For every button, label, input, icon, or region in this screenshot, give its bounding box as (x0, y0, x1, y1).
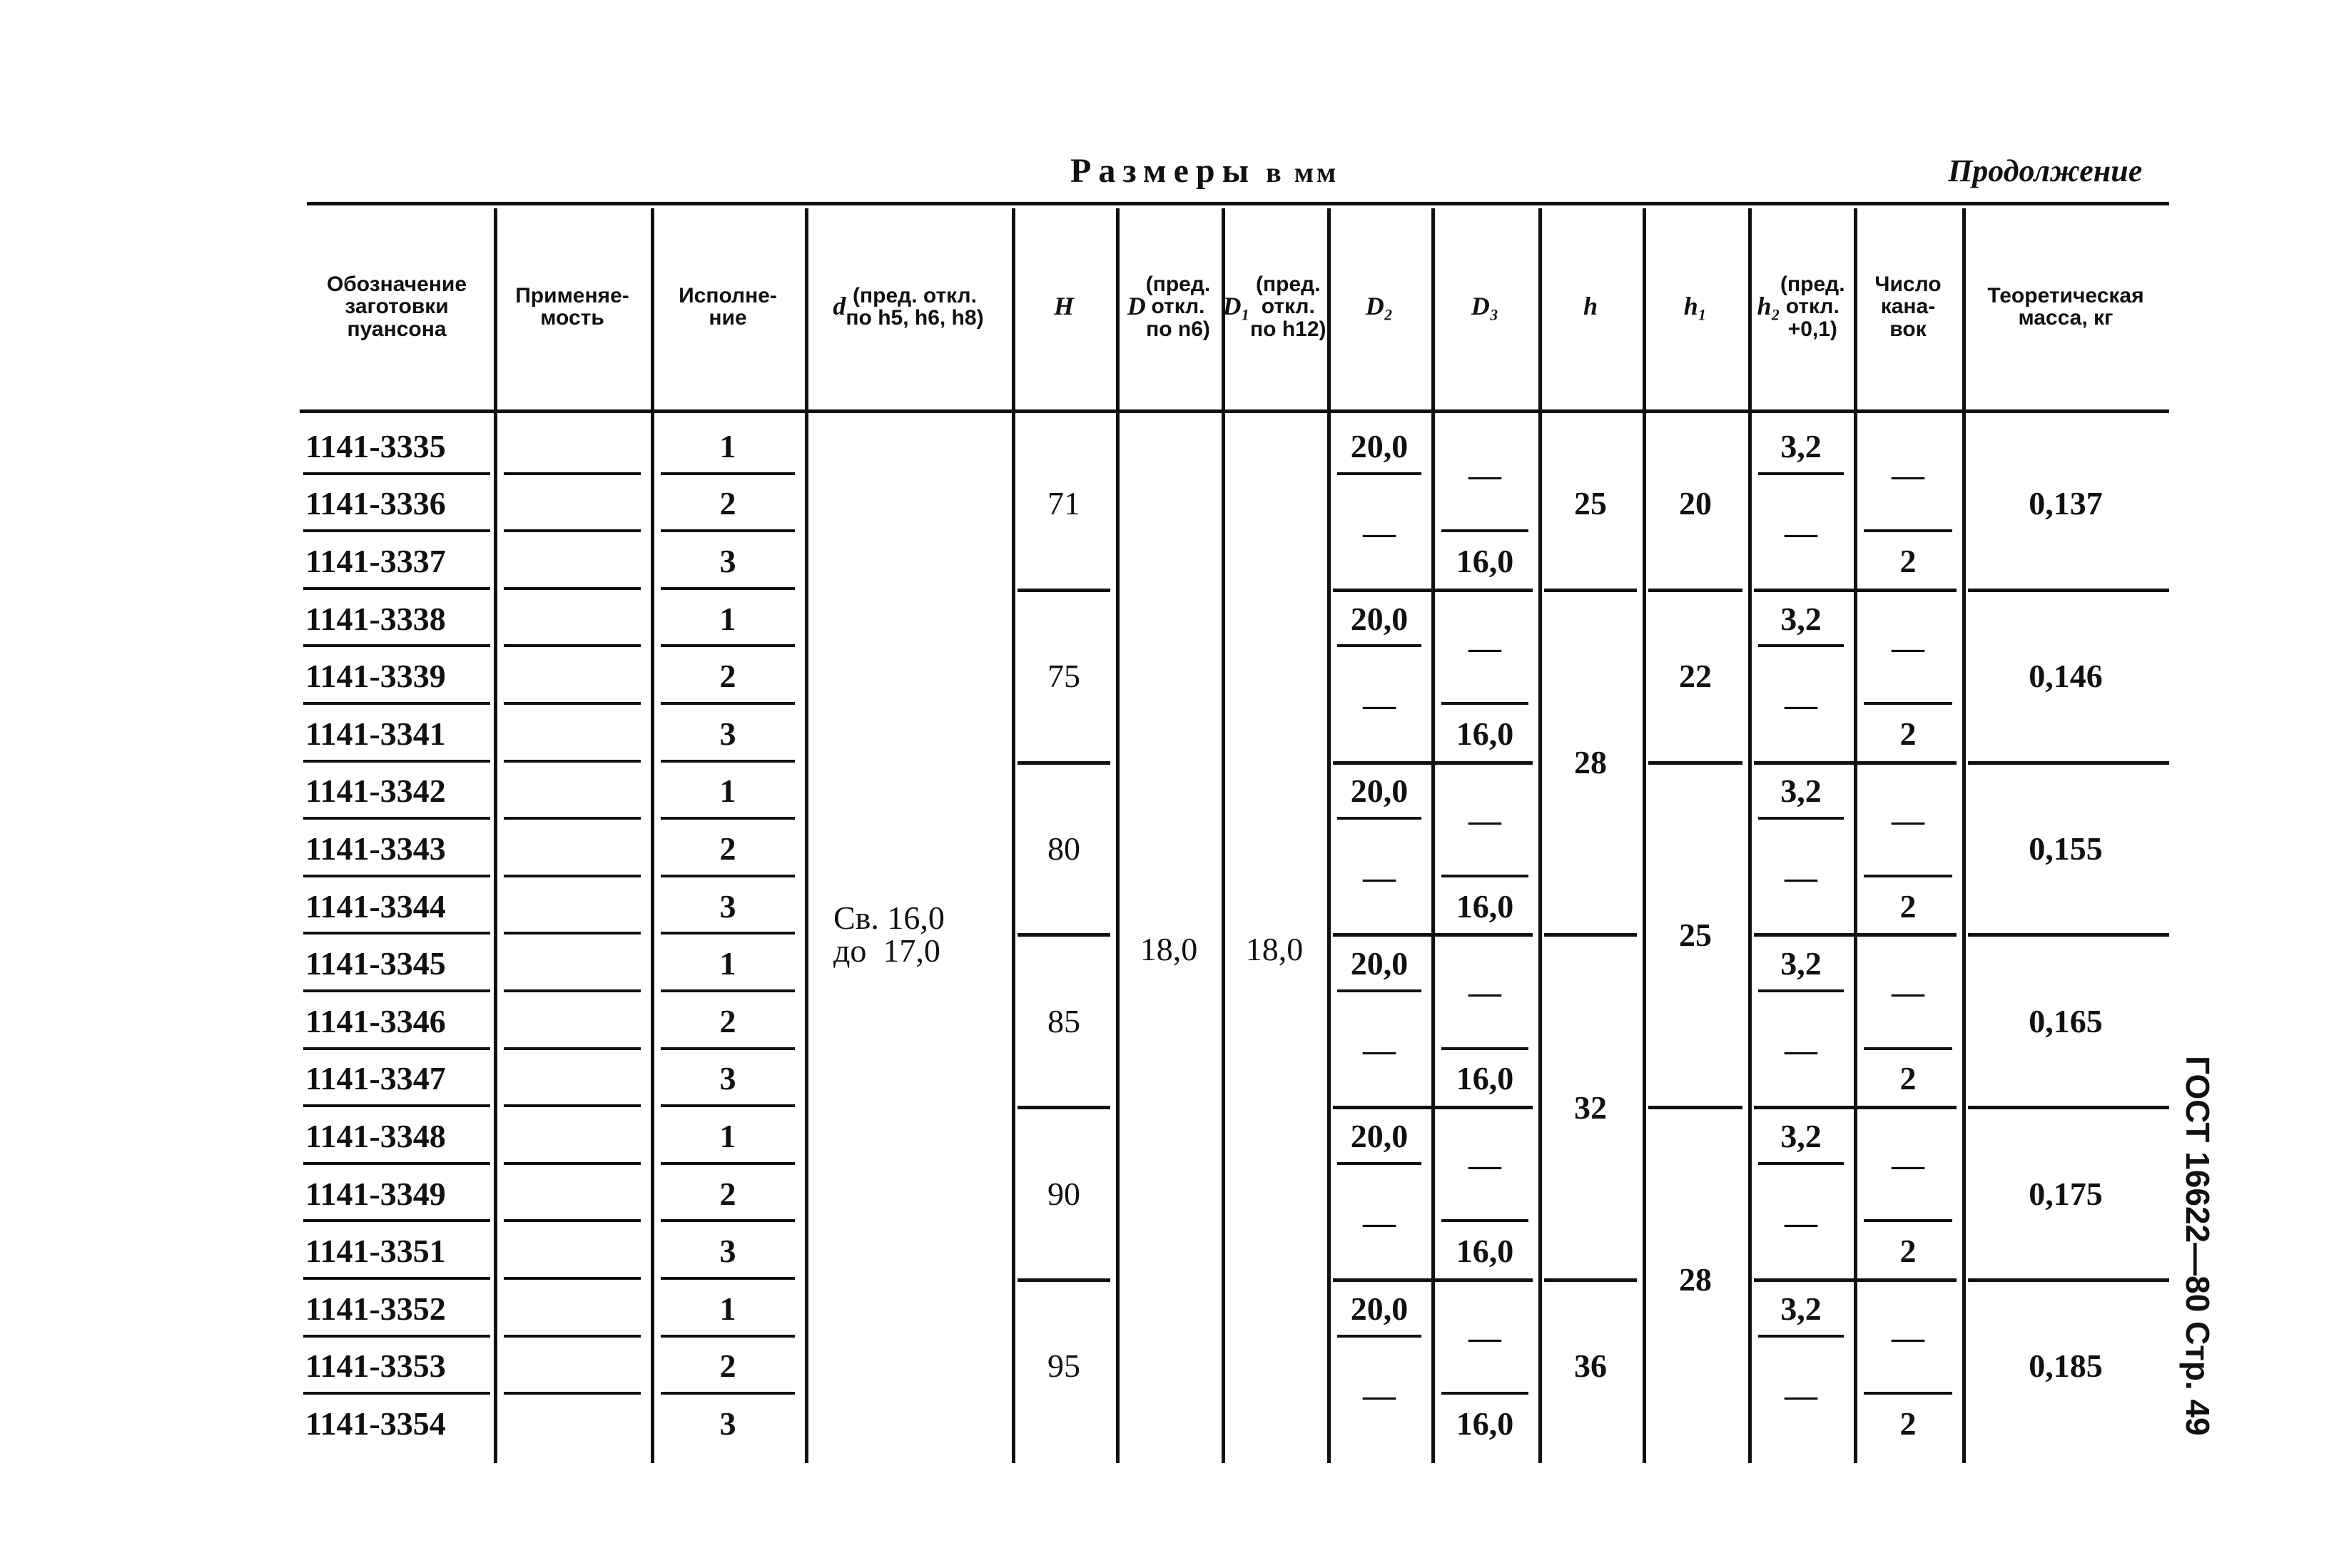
cell-underline (504, 817, 641, 820)
row-version: 3 (719, 1060, 736, 1097)
cell-underline (504, 1047, 641, 1050)
cell-underline (504, 1219, 641, 1222)
header-h1-symbol: h₁ (1683, 292, 1708, 321)
H-value: 71 (1047, 485, 1080, 522)
H-value: 80 (1047, 830, 1080, 867)
D2-dash: — (1363, 514, 1396, 551)
h2-dash: — (1785, 1203, 1817, 1241)
grooves-dash: — (1892, 974, 1924, 1011)
cell-underline (504, 1104, 641, 1107)
cell-underline (504, 760, 641, 763)
cell-underline (504, 1335, 641, 1338)
cell-underline (504, 529, 641, 532)
D3-dash: — (1468, 457, 1501, 494)
grooves-value: 2 (1899, 1233, 1917, 1270)
mass-value: 0,146 (2029, 658, 2103, 695)
header-h-symbol: h (1583, 292, 1598, 321)
header-version-text: Исполне- ние (679, 283, 777, 330)
h1-value: 25 (1679, 916, 1712, 953)
row-version: 3 (719, 1233, 736, 1270)
mass-value: 0,185 (2029, 1348, 2103, 1385)
H-value: 75 (1047, 658, 1080, 695)
grooves-dash: — (1892, 628, 1924, 666)
h2-value: 3,2 (1780, 945, 1822, 982)
row-code: 1141-3344 (305, 887, 446, 925)
header-H (1012, 207, 1116, 407)
cell-underline (504, 472, 641, 475)
continuation-label: Продолжение (1948, 153, 2143, 188)
row-code: 1141-3349 (305, 1175, 446, 1212)
row-version: 2 (719, 1348, 736, 1385)
header-D3 (1431, 207, 1538, 407)
D3-value: 16,0 (1456, 542, 1514, 579)
D3-dash: — (1468, 1319, 1501, 1356)
row-code: 1141-3345 (305, 945, 446, 982)
row-code: 1141-3353 (305, 1348, 446, 1385)
grooves-dash: — (1892, 801, 1924, 838)
D2-dash: — (1363, 1032, 1396, 1069)
cell-underline (504, 932, 641, 935)
h1-value: 22 (1679, 658, 1712, 695)
row-version: 1 (719, 600, 736, 637)
row-code: 1141-3352 (305, 1290, 446, 1327)
header-D3-symbol: D₃ (1471, 292, 1499, 321)
h-value: 36 (1574, 1348, 1607, 1385)
row-version: 3 (719, 542, 736, 579)
row-version: 3 (719, 1405, 736, 1442)
header-grooves-text: Число кана- вок (1874, 272, 1942, 341)
row-version: 2 (719, 1175, 736, 1212)
h2-dash: — (1785, 1032, 1817, 1069)
D3-dash: — (1468, 801, 1501, 838)
h2-value: 3,2 (1780, 1290, 1822, 1327)
D3-value: 16,0 (1456, 1233, 1514, 1270)
header-D2 (1327, 207, 1431, 407)
row-code: 1141-3351 (305, 1233, 446, 1270)
D2-value: 20,0 (1350, 1290, 1409, 1327)
mass-value: 0,165 (2029, 1002, 2103, 1039)
D3-dash: — (1468, 628, 1501, 666)
grooves-value: 2 (1899, 542, 1917, 579)
grooves-value: 2 (1899, 715, 1917, 752)
D2-value: 20,0 (1350, 1117, 1409, 1154)
row-version: 1 (719, 945, 736, 982)
row-version: 1 (719, 773, 736, 810)
D3-value: 16,0 (1456, 887, 1514, 925)
D2-value: 20,0 (1350, 427, 1409, 464)
page-title-text: Размеры (1070, 152, 1257, 190)
cell-underline (504, 1277, 641, 1280)
header-d-text: (пред. откл. по h5, h6, h8) (846, 283, 984, 330)
row-code: 1141-3338 (305, 600, 446, 637)
header-version (651, 207, 805, 407)
side-label: ГОСТ 16622—80 Стр. 49 (2179, 1056, 2216, 1436)
D2-value: 20,0 (1350, 945, 1409, 982)
h2-dash: — (1785, 514, 1817, 551)
h1-group-rule (1648, 589, 1742, 592)
row-version: 3 (719, 715, 736, 752)
header-D1 (1222, 207, 1327, 407)
h-value: 25 (1574, 485, 1607, 522)
header-applicability-text: Применяе- мость (515, 283, 629, 330)
D3-value: 16,0 (1456, 715, 1514, 752)
H-value: 95 (1047, 1348, 1080, 1385)
D2-value: 20,0 (1350, 773, 1409, 810)
h2-value: 3,2 (1780, 427, 1822, 464)
cell-underline (504, 702, 641, 705)
header-applicability (494, 207, 651, 407)
header-h2-text: (пред. откл. +0,1) (1780, 272, 1845, 341)
h1-value: 20 (1679, 485, 1712, 522)
grooves-value: 2 (1899, 1060, 1917, 1097)
header-bottom-rule (300, 409, 2169, 413)
header-H-symbol: H (1053, 292, 1074, 321)
grooves-value: 2 (1899, 1405, 1917, 1442)
D3-dash: — (1468, 1146, 1501, 1183)
row-version: 2 (719, 485, 736, 522)
h2-value: 3,2 (1780, 773, 1822, 810)
page-title (1070, 151, 1339, 190)
row-code: 1141-3336 (305, 485, 446, 522)
cell-underline (504, 1392, 641, 1395)
h1-value: 28 (1679, 1261, 1712, 1298)
cell-underline (504, 989, 641, 992)
D-value: 18,0 (1140, 930, 1198, 967)
grooves-value: 2 (1899, 887, 1917, 925)
row-code: 1141-3343 (305, 830, 446, 867)
mass-value: 0,175 (2029, 1175, 2103, 1212)
row-code: 1141-3339 (305, 658, 446, 695)
cell-underline (504, 875, 641, 877)
header-D-symbol: D (1127, 292, 1146, 321)
header-code (300, 207, 494, 407)
header-mass (1962, 207, 2169, 407)
row-version: 2 (719, 658, 736, 695)
cell-underline (504, 1162, 641, 1165)
D3-value: 16,0 (1456, 1405, 1514, 1442)
header-D1-text: (пред. откл. по h12) (1250, 272, 1326, 341)
h-value: 28 (1574, 744, 1607, 781)
D1-value: 18,0 (1245, 930, 1304, 967)
row-code: 1141-3341 (305, 715, 446, 752)
grooves-dash: — (1892, 1146, 1924, 1183)
header-grooves (1854, 207, 1962, 407)
D3-dash: — (1468, 974, 1501, 1011)
row-version: 2 (719, 1002, 736, 1039)
table-top-rule (307, 202, 2169, 205)
row-code: 1141-3335 (305, 427, 446, 464)
grooves-dash: — (1892, 1319, 1924, 1356)
d-value-line-1: Св. 16,0 (833, 900, 945, 937)
header-D1-symbol: D₁ (1222, 292, 1251, 321)
d-value-line-2: до 17,0 (833, 932, 940, 969)
h-value: 32 (1574, 1089, 1607, 1126)
header-mass-text: Теоретическая масса, кг (1987, 283, 2144, 330)
row-version: 1 (719, 427, 736, 464)
row-code: 1141-3348 (305, 1117, 446, 1154)
header-D-text: (пред. откл. по n6) (1145, 272, 1211, 341)
grooves-dash: — (1892, 457, 1924, 494)
D3-value: 16,0 (1456, 1060, 1514, 1097)
header-D2-symbol: D₂ (1365, 292, 1394, 321)
d-value (833, 899, 998, 970)
header-h2 (1748, 207, 1854, 407)
D2-dash: — (1363, 859, 1396, 896)
header-d-symbol: d (833, 292, 846, 321)
header-h1 (1643, 207, 1748, 407)
header-d (805, 207, 1012, 407)
header-code-text: Обозначение заготовки пуансона (326, 272, 467, 341)
D2-dash: — (1363, 686, 1396, 723)
row-version: 2 (719, 830, 736, 867)
header-h (1538, 207, 1643, 407)
h2-dash: — (1785, 686, 1817, 723)
page-title-unit: в мм (1266, 156, 1339, 188)
h2-value: 3,2 (1780, 600, 1822, 637)
h2-dash: — (1785, 859, 1817, 896)
row-version: 3 (719, 887, 736, 925)
h2-dash: — (1785, 1376, 1817, 1413)
header-h2-symbol: h₂ (1757, 292, 1781, 321)
mass-value: 0,137 (2029, 485, 2103, 522)
cell-underline (504, 587, 641, 590)
row-code: 1141-3347 (305, 1060, 446, 1097)
H-value: 85 (1047, 1002, 1080, 1039)
D2-dash: — (1363, 1203, 1396, 1241)
header-D (1116, 207, 1222, 407)
mass-value: 0,155 (2029, 830, 2103, 867)
row-code: 1141-3346 (305, 1002, 446, 1039)
row-code: 1141-3342 (305, 773, 446, 810)
cell-underline (504, 644, 641, 647)
row-code: 1141-3337 (305, 542, 446, 579)
h2-value: 3,2 (1780, 1117, 1822, 1154)
row-code: 1141-3354 (305, 1405, 446, 1442)
H-value: 90 (1047, 1175, 1080, 1212)
row-version: 1 (719, 1290, 736, 1327)
row-version: 1 (719, 1117, 736, 1154)
D2-value: 20,0 (1350, 600, 1409, 637)
D2-dash: — (1363, 1376, 1396, 1413)
